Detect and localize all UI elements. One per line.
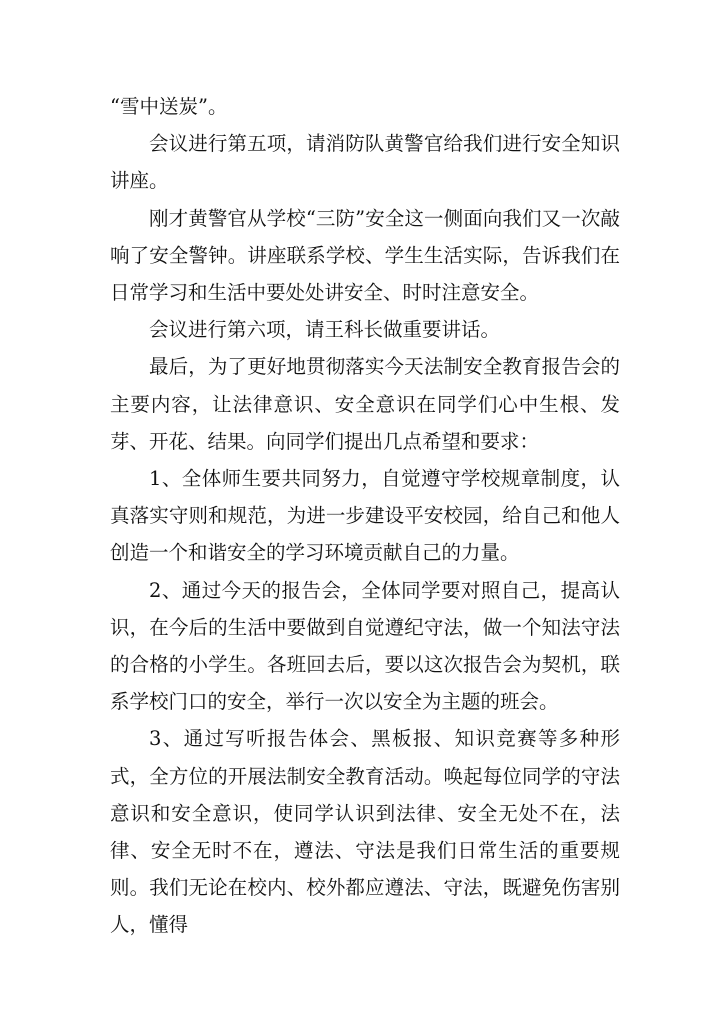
paragraph-continuation: “雪中送炭”。 bbox=[110, 95, 228, 118]
paragraph-requirement-1: 1、全体师生要共同努力，自觉遵守学校规章制度，认真落实守则和规范，为进一步建设平安校园，给自己和他人创造一个和谐安全的学习环境贡献自己的力量。 bbox=[110, 467, 620, 565]
paragraph-item-5: 会议进行第五项，请消防队黄警官给我们进行安全知识讲座。 bbox=[110, 132, 620, 193]
paragraph-requirement-3: 3、通过写听报告体会、黑板报、知识竞赛等多种形式，全方位的开展法制安全教育活动。唤起每位同学的守法意识和安全意识，使同学认识到法律、安全无处不在，法律、安全无时不在，遵法、守法是我们日常生活的重要规则。我们无论在校内、校外都应遵法、守法，既避免伤害别人，懂得 bbox=[110, 727, 620, 937]
document-body bbox=[110, 88, 620, 944]
paragraph-closing-intro: 最后，为了更好地贯彻落实今天法制安全教育报告会的主要内容，让法律意识、安全意识在同学们心中生根、发芽、开花、结果。向同学们提出几点希望和要求： bbox=[110, 355, 620, 453]
paragraph-item-6: 会议进行第六项，请王科长做重要讲话。 bbox=[149, 318, 501, 342]
paragraph-requirement-2: 2、通过今天的报告会，全体同学要对照自己，提高认识，在今后的生活中要做到自觉遵纪守法，做一个知法守法的合格的小学生。各班回去后，要以这次报告会为契机，联系学校门口的安全，举行一次以安全为主题的班会。 bbox=[110, 578, 620, 714]
paragraph-lecture-summary: 刚才黄警官从学校“三防”安全这一侧面向我们又一次敲响了安全警钟。讲座联系学校、学生生活实际，告诉我们在日常学习和生活中要处处讲安全、时时注意安全。 bbox=[110, 206, 620, 305]
